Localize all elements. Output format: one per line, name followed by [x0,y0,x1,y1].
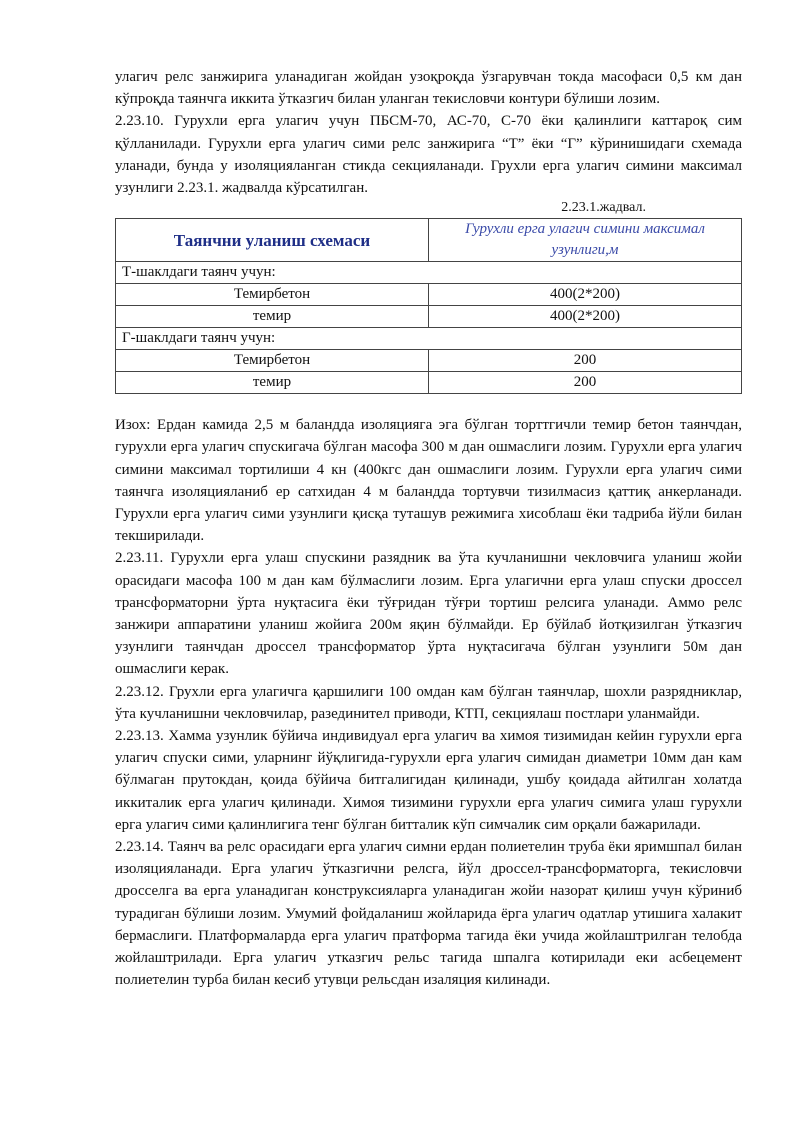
table-header-max-length: Гурухли ерга улагич симини максимал узунлиги,м [429,219,742,262]
paragraph-2-23-13: 2.23.13. Хамма узунлик бўйича индивидуал ерга улагич ва химоя тизимидан кейин гурухли ерга улагич спуски сими, уларнинг йўқлигида-гурухли ерга улагич симидан диаметри 10мм дан кам бўлмаган прутокдан, қоида бўйича битгалигидан қилинади, ушбу қоидада айтилган холатда иккиталик ерга улагич қилинади. Химоя тизимини гурухли ерга улагич симига улаш гурухли ерга улагич сими қалинлигига тенг бўлган битталик кўп симчалик сим орқали бажарилади. [115,728,742,833]
group-label: Т-шаклдаги таянч учун: [116,262,742,284]
table-header-row [116,219,742,262]
note-paragraph: Изох: Ердан камида 2,5 м баландда изоляцияга эга бўлган торттгичли темир бетон таянчдан, гурухли ерга улагич спускигача бўлган масофа 300 м дан ошмаслиги лозим. Гурухли ерга улагич симини максимал тортилиши 4 кн (400кгс дан ошмаслиги лозим. Гурухли ерга улагич сими таянчга изоляцияланиб ер сатхидан 4 м баландда тортувчи тизилмасиз қаттиқ анкерланади. Гурухли ерга улагич сими узунлиги қисқа туташув режимига хисоблаш ёки тадриба йўли билан текширилади. [115,417,742,545]
table-group-row [116,262,742,284]
table-row [116,350,742,372]
max-length-value: 200 [429,372,742,394]
table-row [116,372,742,394]
support-type: Темирбетон [116,350,429,372]
table-caption: 2.23.1.жадвал. [561,200,646,216]
paragraph-continuation: улагич релс занжирига уланадиган жойдан узоқроқда ўзгарувчан токда масофаси 0,5 км дан кўпроқда таянчга иккита ўтказгич билан уланган текисловчи контури бўлиши лозим. [115,69,742,108]
support-type: темир [116,306,429,328]
table-row [116,284,742,306]
max-length-value: 200 [429,350,742,372]
document-page [115,66,742,992]
support-type: темир [116,372,429,394]
table-header-scheme: Таянчни уланиш схемаси [116,219,429,262]
table-row [116,306,742,328]
paragraph-2-23-11: 2.23.11. Гурухли ерга улаш спускини разядник ва ўта кучланишни чекловчига уланиш жойи орасидаги масофа 100 м дан кам бўлмаслиги лозим. Ерга улагични ерга улаш спуски дроссел трансформаторни ўрта нуқтасига ёки тўғридан тўғри тортиш релсига уланади. Аммо релс занжири аппаратини уланиш жойига 200м яқин бўлмайди. Ер бўйлаб йотқизилган ўтказгич узунлиги таянчдан дроссел трансформатор ўрта нуқтасигача бўлган узунлиги 50м дан ошмаслиги керак. [115,550,742,678]
max-length-value: 400(2*200) [429,284,742,306]
group-label: Г-шаклдаги таянч учун: [116,328,742,350]
paragraph-2-23-10: 2.23.10. Гурухли ерга улагич учун ПБСМ-70, АС-70, С-70 ёки қалинлиги каттароқ сим қўлланилади. Гурухли ерга улагич сими релс занжирига “Т” ёки “Г” кўринишидаги схемада уланади, бунда у изоляцияланган стикда секцияланади. Грухли ерга улагич симини максимал узунлиги 2.23.1. жадвалда кўрсатилган. [115,113,742,197]
max-length-value: 400(2*200) [429,306,742,328]
table-group-row [116,328,742,350]
paragraph-2-23-12: 2.23.12. Грухли ерга улагичга қаршилиги 100 омдан кам бўлган таянчлар, шохли разрядниклар, ўта кучланишни чекловчилар, разединител приводи, КТП, секциялаш постлари уланмайди. [115,683,742,722]
grounding-length-table [115,218,742,394]
paragraph-2-23-14: 2.23.14. Таянч ва релс орасидаги ерга улагич симни ердан полиетелин труба ёки яримшпал билан изоляцияланади. Ерга улагич ўтказгични релсга, йўл дроссел-трансформаторга, текисловчи дросселга ва ерга уланадиган конструксияларга уланадиган жойи назорат қилиш учун кўриниб турадиган бўлиши лозим. Умумий фойдаланиш жойларида ёрга улагич одатлар утишига халакит бермаслиги. Платформаларда ерга улагич пратформа тагида ёки учида жойлаштрилган телобда жойлаштрилади. Ерга улагич утказгич рельс тагида шпалга котирилади еки асбецемент полиетелин турба билан кесиб утувци рельсдан изаляция килинади. [115,839,742,989]
support-type: Темирбетон [116,284,429,306]
